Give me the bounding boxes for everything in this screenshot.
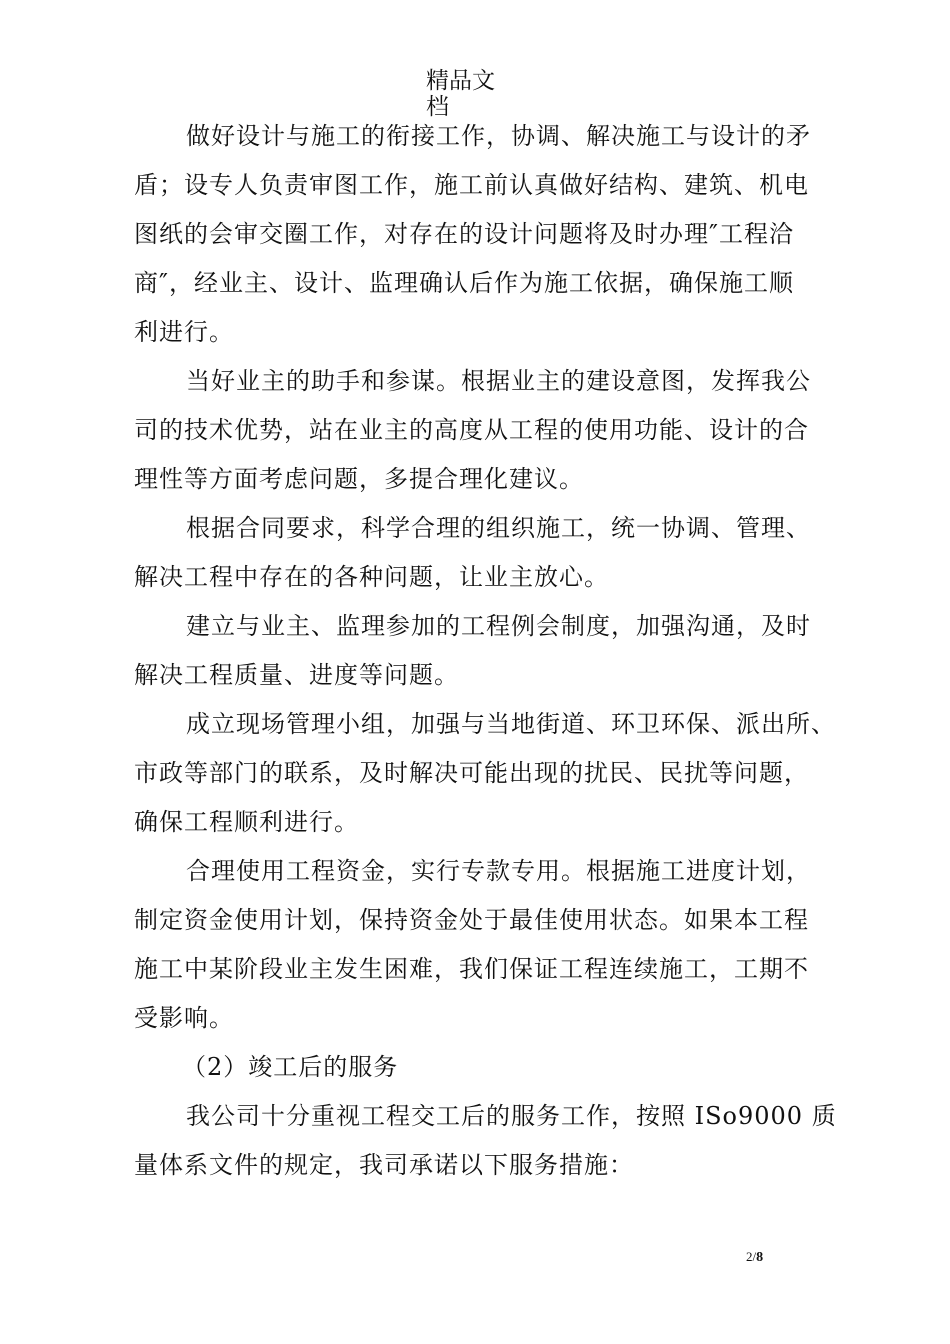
text-line: 根据合同要求，科学合理的组织施工，统一协调、管理、 bbox=[186, 514, 811, 542]
paragraph bbox=[134, 112, 840, 357]
text-line: 市政等部门的联系，及时解决可能出现的扰民、民扰等问题， bbox=[134, 759, 809, 787]
text-line: 做好设计与施工的衔接工作，协调、解决施工与设计的矛 bbox=[186, 122, 811, 150]
page-number bbox=[746, 1249, 763, 1266]
paragraph bbox=[134, 504, 840, 602]
page-total: 8 bbox=[756, 1250, 764, 1265]
text-line: 商″，经业主、设计、监理确认后作为施工依据，确保施工顺 bbox=[134, 269, 794, 297]
paragraph bbox=[134, 1092, 840, 1190]
text-line: 解决工程质量、进度等问题。 bbox=[134, 661, 459, 689]
paragraph bbox=[134, 700, 840, 847]
text-line: 解决工程中存在的各种问题，让业主放心。 bbox=[134, 563, 609, 591]
text-line: 盾；设专人负责审图工作，施工前认真做好结构、建筑、机电 bbox=[134, 171, 809, 199]
text-line: 受影响。 bbox=[134, 1004, 234, 1032]
text-line: 图纸的会审交圈工作，对存在的设计问题将及时办理″工程洽 bbox=[134, 220, 794, 248]
text-line: 确保工程顺利进行。 bbox=[134, 808, 359, 836]
text-line: （2）竣工后的服务 bbox=[182, 1053, 399, 1081]
header-title-line2: 档 bbox=[426, 94, 449, 120]
paragraph bbox=[134, 602, 840, 700]
text-line: 建立与业主、监理参加的工程例会制度，加强沟通，及时 bbox=[186, 612, 811, 640]
text-line: 合理使用工程资金，实行专款专用。根据施工进度计划， bbox=[186, 857, 811, 885]
text-line: 施工中某阶段业主发生困难，我们保证工程连续施工，工期不 bbox=[134, 955, 809, 983]
text-line: 我公司十分重视工程交工后的服务工作，按照 ISo9000 质 bbox=[186, 1102, 837, 1130]
text-line: 司的技术优势，站在业主的高度从工程的使用功能、设计的合 bbox=[134, 416, 809, 444]
page-current: 2/ bbox=[746, 1249, 757, 1264]
header-title-line1: 精品文 bbox=[426, 68, 495, 94]
text-line: 利进行。 bbox=[134, 318, 234, 346]
section-heading bbox=[134, 1043, 840, 1092]
document-body bbox=[134, 112, 840, 1190]
paragraph bbox=[134, 847, 840, 1043]
text-line: 量体系文件的规定，我司承诺以下服务措施： bbox=[134, 1151, 634, 1179]
text-line: 理性等方面考虑问题，多提合理化建议。 bbox=[134, 465, 584, 493]
paragraph bbox=[134, 357, 840, 504]
text-line: 制定资金使用计划，保持资金处于最佳使用状态。如果本工程 bbox=[134, 906, 809, 934]
text-line: 成立现场管理小组，加强与当地街道、环卫环保、派出所、 bbox=[186, 710, 836, 738]
text-line: 当好业主的助手和参谋。根据业主的建设意图，发挥我公 bbox=[186, 367, 811, 395]
